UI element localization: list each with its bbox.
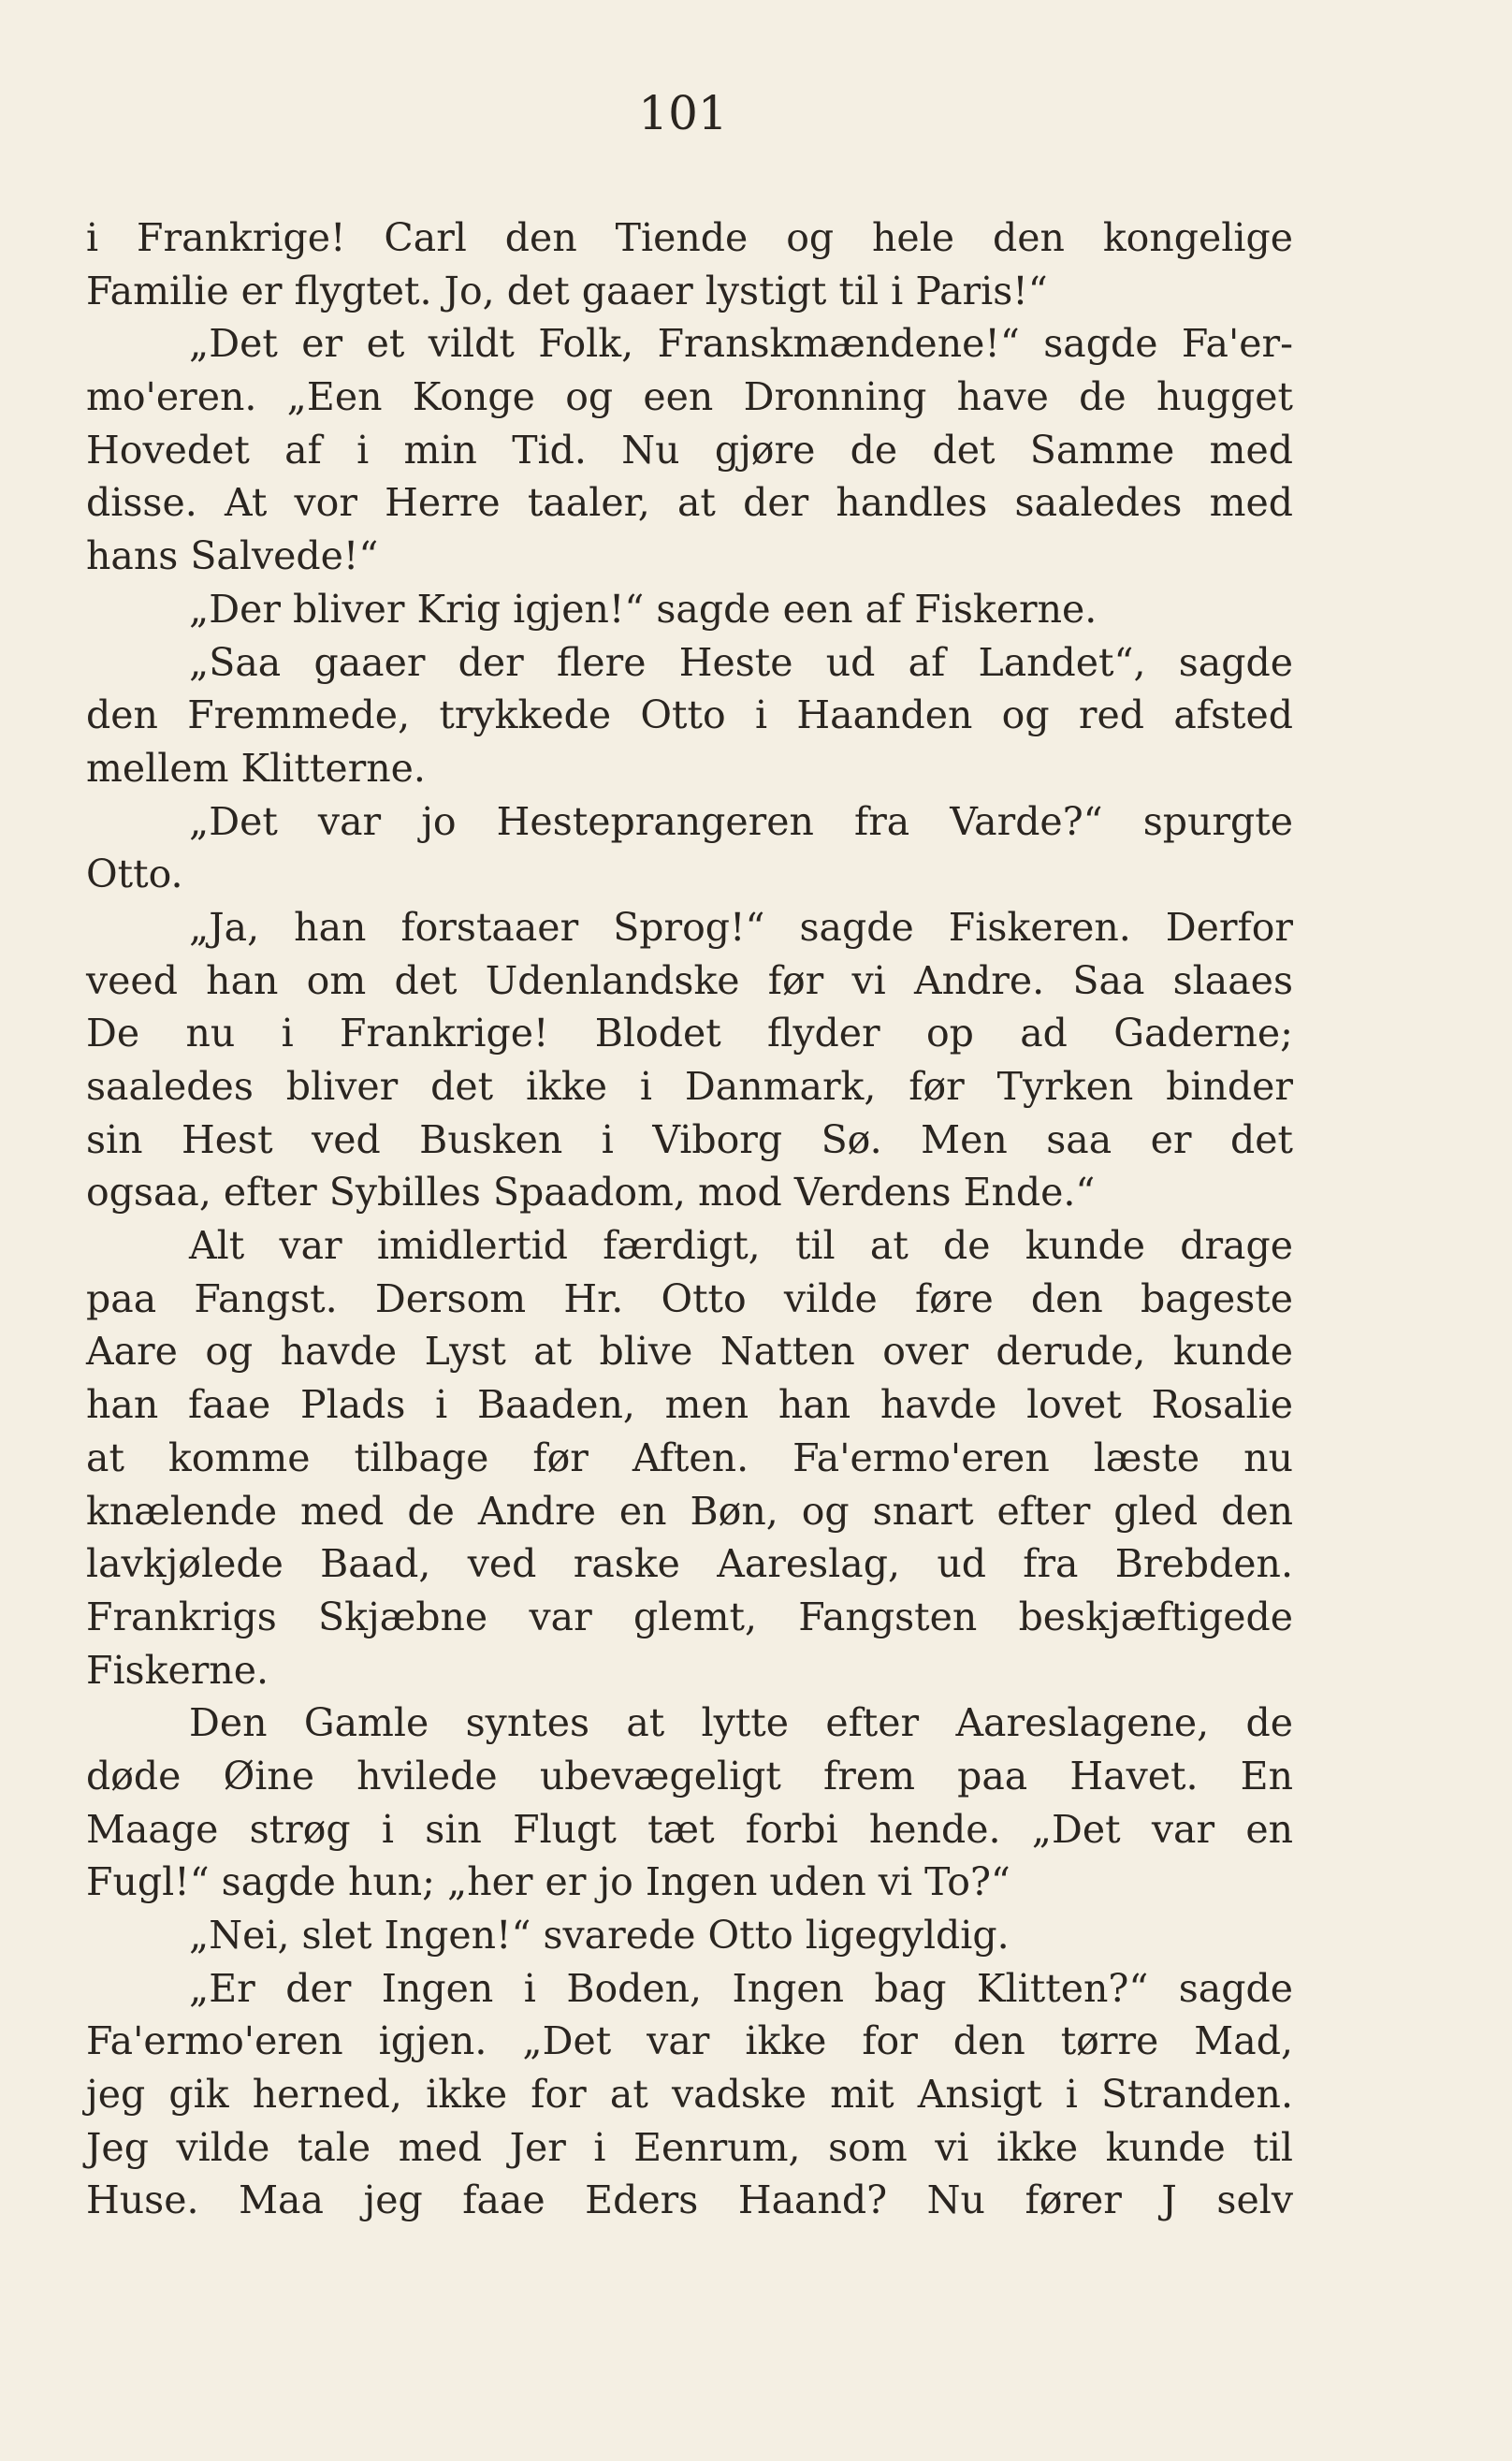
text-line: han faae Plads i Baaden, men han havde lovet Rosalie — [86, 1382, 1293, 1428]
text-line: Familie er flygtet. Jo, det gaaer lystigt til i Paris!“ — [86, 268, 1048, 313]
text-line: hans Salvede!“ — [86, 533, 379, 579]
body-text — [86, 211, 1293, 2227]
text-line: mo'eren. „Een Konge og een Dronning have de hugget — [86, 374, 1293, 420]
text-line: „Det er et vildt Folk, Franskmændene!“ sagde Fa'er- — [189, 321, 1293, 367]
text-line: Fugl!“ sagde hun; „her er jo Ingen uden vi To?“ — [86, 1859, 1010, 1905]
text-line: veed han om det Udenlandske før vi Andre. Saa slaaes — [86, 957, 1293, 1003]
text-line: Otto. — [86, 852, 183, 897]
text-line: Den Gamle syntes at lytte efter Aareslagene, de — [189, 1700, 1293, 1746]
text-line: „Nei, slet Ingen!“ svarede Otto ligegyldig. — [189, 1913, 1010, 1958]
text-line: Alt var imidlertid færdigt, til at de kunde drage — [189, 1223, 1293, 1269]
text-line: sin Hest ved Busken i Viborg Sø. Men saa er det — [86, 1116, 1293, 1162]
text-line: De nu i Frankrige! Blodet flyder op ad Gaderne; — [86, 1011, 1293, 1056]
text-line: Fiskerne. — [86, 1647, 269, 1693]
text-line: ogsaa, efter Sybilles Spaadom, mod Verdens Ende.“ — [86, 1170, 1096, 1216]
text-line: „Ja, han forstaaer Sprog!“ sagde Fiskeren. Derfor — [189, 904, 1293, 950]
text-line: mellem Klitterne. — [86, 745, 426, 791]
text-line: Fa'ermo'eren igjen. „Det var ikke for den tørre Mad, — [86, 2018, 1293, 2064]
page-number: 101 — [638, 86, 728, 140]
text-line: „Er der Ingen i Boden, Ingen bag Klitten?“ sagde — [189, 1965, 1293, 2011]
text-line: „Det var jo Hesteprangeren fra Varde?“ spurgte — [189, 798, 1293, 844]
text-line: Aare og havde Lyst at blive Natten over derude, kunde — [86, 1329, 1293, 1375]
text-line: „Der bliver Krig igjen!“ sagde een af Fiskerne. — [189, 586, 1098, 632]
text-line: Maage strøg i sin Flugt tæt forbi hende. „Det var en — [86, 1806, 1293, 1852]
text-line: Hovedet af i min Tid. Nu gjøre de det Samme med — [86, 427, 1293, 473]
text-line: saaledes bliver det ikke i Danmark, før Tyrken binder — [86, 1064, 1293, 1109]
text-line: lavkjølede Baad, ved raske Aareslag, ud fra Brebden. — [86, 1541, 1293, 1587]
text-line: paa Fangst. Dersom Hr. Otto vilde føre den bageste — [86, 1275, 1293, 1321]
text-line: Frankrigs Skjæbne var glemt, Fangsten beskjæftigede — [86, 1594, 1293, 1639]
text-line: jeg gik herned, ikke for at vadske mit Ansigt i Stranden. — [86, 2072, 1293, 2118]
text-line: at komme tilbage før Aften. Fa'ermo'eren læste nu — [86, 1434, 1293, 1480]
text-line: disse. At vor Herre taaler, at der handles saaledes med — [86, 480, 1293, 526]
text-line: i Frankrige! Carl den Tiende og hele den kongelige — [86, 215, 1293, 260]
text-line: „Saa gaaer der flere Heste ud af Landet“, sagde — [189, 639, 1293, 685]
text-line: døde Øine hvilede ubevægeligt frem paa Havet. En — [86, 1753, 1293, 1798]
text-line: knælende med de Andre en Bøn, og snart efter gled den — [86, 1488, 1293, 1534]
text-line: Huse. Maa jeg faae Eders Haand? Nu fører J selv — [86, 2177, 1293, 2223]
text-line: den Fremmede, trykkede Otto i Haanden og red afsted — [86, 692, 1293, 738]
text-line: Jeg vilde tale med Jer i Eenrum, som vi ikke kunde til — [86, 2124, 1293, 2170]
